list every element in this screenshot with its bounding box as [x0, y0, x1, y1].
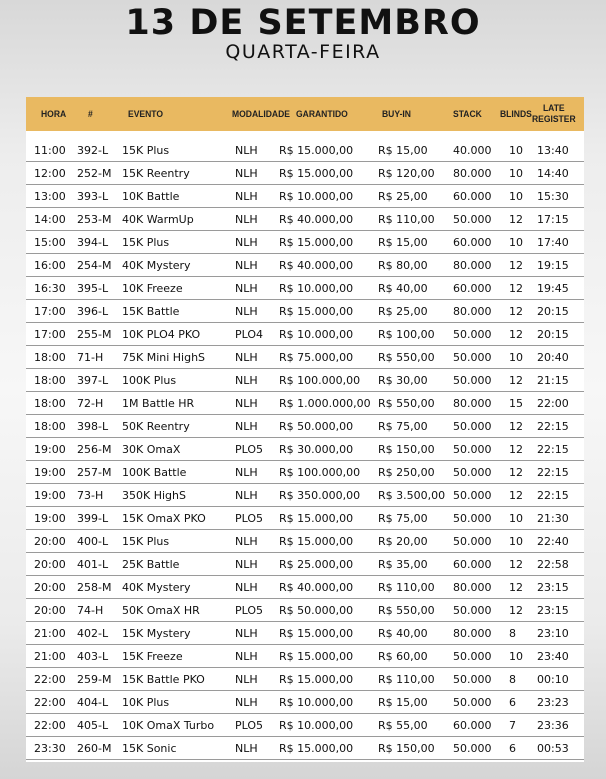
- cell-late-register: 21:15: [537, 374, 569, 387]
- cell-late-register: 22:15: [537, 489, 569, 502]
- cell-hora: 18:00: [34, 420, 66, 433]
- cell-hora: 12:00: [34, 167, 66, 180]
- cell-buy-in: R$ 110,00: [378, 673, 435, 686]
- cell-evento: 10K OmaX Turbo: [122, 719, 215, 732]
- cell-number: 260-M: [77, 742, 112, 755]
- cell-late-register: 22:15: [537, 466, 569, 479]
- cell-modalidade: NLH: [235, 627, 258, 640]
- cell-stack: 50.000: [453, 512, 492, 525]
- cell-buy-in: R$ 15,00: [378, 696, 428, 709]
- cell-garantido: R$ 10.000,00: [279, 282, 354, 295]
- cell-hora: 13:00: [34, 190, 66, 203]
- cell-hora: 16:30: [34, 282, 66, 295]
- cell-late-register: 23:23: [537, 696, 569, 709]
- cell-blinds: 12: [509, 259, 523, 272]
- cell-number: 401-L: [77, 558, 109, 571]
- cell-evento: 10K PLO4 PKO: [122, 328, 201, 341]
- cell-number: 258-M: [77, 581, 112, 594]
- cell-garantido: R$ 15.000,00: [279, 650, 354, 663]
- cell-buy-in: R$ 25,00: [378, 190, 428, 203]
- cell-modalidade: NLH: [235, 466, 258, 479]
- cell-modalidade: PLO5: [235, 719, 264, 732]
- cell-number: 394-L: [77, 236, 109, 249]
- table-row: [26, 553, 584, 576]
- cell-garantido: R$ 1.000.000,00: [279, 397, 371, 410]
- cell-buy-in: R$ 110,00: [378, 213, 435, 226]
- cell-hora: 15:00: [34, 236, 66, 249]
- cell-number: 74-H: [77, 604, 104, 617]
- header-hora: HORA: [41, 108, 67, 120]
- cell-modalidade: NLH: [235, 282, 258, 295]
- cell-modalidade: PLO5: [235, 604, 264, 617]
- table-row: [26, 392, 584, 415]
- cell-blinds: 10: [509, 236, 523, 249]
- cell-late-register: 23:10: [537, 627, 569, 640]
- cell-stack: 60.000: [453, 282, 492, 295]
- cell-stack: 80.000: [453, 167, 492, 180]
- schedule-table: [26, 97, 584, 762]
- cell-evento: 350K HighS: [122, 489, 186, 502]
- cell-hora: 14:00: [34, 213, 66, 226]
- cell-hora: 20:00: [34, 558, 66, 571]
- cell-garantido: R$ 15.000,00: [279, 236, 354, 249]
- cell-modalidade: NLH: [235, 650, 258, 663]
- cell-number: 393-L: [77, 190, 109, 203]
- cell-modalidade: NLH: [235, 535, 258, 548]
- cell-buy-in: R$ 150,00: [378, 742, 435, 755]
- cell-evento: 40K Mystery: [122, 581, 191, 594]
- cell-evento: 40K Mystery: [122, 259, 191, 272]
- cell-hora: 19:00: [34, 466, 66, 479]
- cell-stack: 50.000: [453, 489, 492, 502]
- cell-blinds: 12: [509, 604, 523, 617]
- cell-garantido: R$ 50.000,00: [279, 420, 354, 433]
- table-row: [26, 300, 584, 323]
- table-row: [26, 162, 584, 185]
- table-row: [26, 691, 584, 714]
- header-late-register: LATE REGISTER: [531, 103, 576, 125]
- cell-hora: 18:00: [34, 397, 66, 410]
- cell-evento: 15K Plus: [122, 236, 170, 249]
- cell-blinds: 10: [509, 144, 523, 157]
- cell-hora: 17:00: [34, 328, 66, 341]
- cell-evento: 15K Plus: [122, 144, 170, 157]
- cell-garantido: R$ 50.000,00: [279, 604, 354, 617]
- cell-blinds: 12: [509, 305, 523, 318]
- cell-hora: 16:00: [34, 259, 66, 272]
- cell-buy-in: R$ 75,00: [378, 512, 428, 525]
- cell-blinds: 10: [509, 535, 523, 548]
- cell-number: 73-H: [77, 489, 104, 502]
- cell-late-register: 22:00: [537, 397, 569, 410]
- cell-late-register: 15:30: [537, 190, 569, 203]
- cell-late-register: 23:15: [537, 581, 569, 594]
- table-row: [26, 622, 584, 645]
- cell-late-register: 20:40: [537, 351, 569, 364]
- table-body: [26, 139, 584, 760]
- cell-hora: 17:00: [34, 305, 66, 318]
- cell-evento: 15K Mystery: [122, 627, 191, 640]
- cell-hora: 22:00: [34, 696, 66, 709]
- cell-evento: 30K OmaX: [122, 443, 181, 456]
- table-row: [26, 231, 584, 254]
- cell-number: 405-L: [77, 719, 109, 732]
- cell-late-register: 22:40: [537, 535, 569, 548]
- cell-blinds: 12: [509, 213, 523, 226]
- cell-modalidade: NLH: [235, 742, 258, 755]
- table-row: [26, 254, 584, 277]
- cell-modalidade: NLH: [235, 489, 258, 502]
- cell-garantido: R$ 10.000,00: [279, 696, 354, 709]
- cell-buy-in: R$ 3.500,00: [378, 489, 446, 502]
- cell-buy-in: R$ 60,00: [378, 650, 428, 663]
- cell-number: 259-M: [77, 673, 112, 686]
- cell-late-register: 14:40: [537, 167, 569, 180]
- cell-hora: 20:00: [34, 581, 66, 594]
- cell-evento: 50K OmaX HR: [122, 604, 200, 617]
- cell-modalidade: PLO4: [235, 328, 264, 341]
- cell-garantido: R$ 10.000,00: [279, 328, 354, 341]
- cell-modalidade: NLH: [235, 581, 258, 594]
- cell-blinds: 7: [509, 719, 516, 732]
- cell-garantido: R$ 15.000,00: [279, 535, 354, 548]
- cell-blinds: 8: [509, 673, 516, 686]
- cell-garantido: R$ 15.000,00: [279, 305, 354, 318]
- cell-late-register: 17:40: [537, 236, 569, 249]
- cell-evento: 15K Freeze: [122, 650, 183, 663]
- cell-evento: 15K OmaX PKO: [122, 512, 206, 525]
- cell-modalidade: NLH: [235, 190, 258, 203]
- cell-late-register: 13:40: [537, 144, 569, 157]
- table-row: [26, 323, 584, 346]
- cell-buy-in: R$ 35,00: [378, 558, 428, 571]
- cell-buy-in: R$ 100,00: [378, 328, 435, 341]
- table-row: [26, 507, 584, 530]
- cell-modalidade: NLH: [235, 673, 258, 686]
- cell-garantido: R$ 15.000,00: [279, 742, 354, 755]
- cell-late-register: 19:45: [537, 282, 569, 295]
- cell-buy-in: R$ 250,00: [378, 466, 435, 479]
- page-title: 13 DE SETEMBRO: [125, 3, 481, 43]
- page-subtitle: QUARTA-FEIRA: [225, 41, 381, 63]
- cell-late-register: 23:36: [537, 719, 569, 732]
- table-row: [26, 369, 584, 392]
- cell-hora: 19:00: [34, 443, 66, 456]
- cell-late-register: 00:10: [537, 673, 569, 686]
- cell-buy-in: R$ 150,00: [378, 443, 435, 456]
- cell-number: 396-L: [77, 305, 109, 318]
- cell-evento: 25K Battle: [122, 558, 180, 571]
- cell-hora: 20:00: [34, 604, 66, 617]
- cell-evento: 100K Plus: [122, 374, 177, 387]
- table-row: [26, 185, 584, 208]
- cell-hora: 21:00: [34, 650, 66, 663]
- cell-stack: 50.000: [453, 696, 492, 709]
- table-row: [26, 277, 584, 300]
- cell-evento: 100K Battle: [122, 466, 187, 479]
- cell-late-register: 21:30: [537, 512, 569, 525]
- cell-late-register: 17:15: [537, 213, 569, 226]
- cell-modalidade: NLH: [235, 696, 258, 709]
- cell-hora: 23:30: [34, 742, 66, 755]
- cell-garantido: R$ 10.000,00: [279, 719, 354, 732]
- table-header: [26, 97, 584, 131]
- cell-stack: 50.000: [453, 535, 492, 548]
- cell-modalidade: NLH: [235, 351, 258, 364]
- cell-evento: 15K Plus: [122, 535, 170, 548]
- cell-number: 400-L: [77, 535, 109, 548]
- cell-buy-in: R$ 110,00: [378, 581, 435, 594]
- cell-late-register: 23:40: [537, 650, 569, 663]
- cell-buy-in: R$ 20,00: [378, 535, 428, 548]
- cell-modalidade: NLH: [235, 558, 258, 571]
- cell-number: 403-L: [77, 650, 109, 663]
- header-number: #: [88, 108, 93, 120]
- cell-stack: 50.000: [453, 466, 492, 479]
- cell-blinds: 10: [509, 190, 523, 203]
- cell-number: 402-L: [77, 627, 109, 640]
- cell-modalidade: NLH: [235, 305, 258, 318]
- cell-number: 257-M: [77, 466, 112, 479]
- cell-garantido: R$ 100.000,00: [279, 374, 361, 387]
- cell-garantido: R$ 350.000,00: [279, 489, 361, 502]
- cell-late-register: 22:15: [537, 443, 569, 456]
- cell-garantido: R$ 75.000,00: [279, 351, 354, 364]
- cell-modalidade: NLH: [235, 397, 258, 410]
- cell-buy-in: R$ 120,00: [378, 167, 435, 180]
- cell-buy-in: R$ 75,00: [378, 420, 428, 433]
- cell-stack: 50.000: [453, 742, 492, 755]
- header-buy-in: BUY-IN: [382, 108, 411, 120]
- cell-buy-in: R$ 15,00: [378, 144, 428, 157]
- cell-blinds: 12: [509, 581, 523, 594]
- cell-modalidade: PLO5: [235, 443, 264, 456]
- cell-modalidade: NLH: [235, 374, 258, 387]
- cell-blinds: 10: [509, 512, 523, 525]
- cell-hora: 19:00: [34, 489, 66, 502]
- cell-stack: 60.000: [453, 190, 492, 203]
- cell-number: 254-M: [77, 259, 112, 272]
- cell-late-register: 19:15: [537, 259, 569, 272]
- cell-garantido: R$ 15.000,00: [279, 512, 354, 525]
- cell-garantido: R$ 10.000,00: [279, 190, 354, 203]
- cell-blinds: 12: [509, 328, 523, 341]
- cell-stack: 50.000: [453, 604, 492, 617]
- cell-evento: 40K WarmUp: [122, 213, 194, 226]
- cell-stack: 60.000: [453, 236, 492, 249]
- cell-hora: 20:00: [34, 535, 66, 548]
- cell-hora: 18:00: [34, 351, 66, 364]
- table-row: [26, 484, 584, 507]
- cell-buy-in: R$ 550,00: [378, 604, 435, 617]
- cell-evento: 75K Mini HighS: [122, 351, 206, 364]
- cell-evento: 15K Battle PKO: [122, 673, 205, 686]
- cell-garantido: R$ 15.000,00: [279, 673, 354, 686]
- cell-buy-in: R$ 550,00: [378, 351, 435, 364]
- cell-evento: 15K Battle: [122, 305, 180, 318]
- cell-stack: 80.000: [453, 397, 492, 410]
- cell-stack: 40.000: [453, 144, 492, 157]
- cell-garantido: R$ 100.000,00: [279, 466, 361, 479]
- table-row: [26, 668, 584, 691]
- table-row: [26, 461, 584, 484]
- cell-stack: 60.000: [453, 558, 492, 571]
- cell-stack: 80.000: [453, 305, 492, 318]
- cell-blinds: 10: [509, 351, 523, 364]
- cell-blinds: 12: [509, 466, 523, 479]
- header-blinds: BLINDS: [500, 108, 532, 120]
- cell-buy-in: R$ 25,00: [378, 305, 428, 318]
- cell-modalidade: NLH: [235, 259, 258, 272]
- cell-hora: 21:00: [34, 627, 66, 640]
- cell-modalidade: NLH: [235, 144, 258, 157]
- cell-number: 392-L: [77, 144, 109, 157]
- cell-number: 398-L: [77, 420, 109, 433]
- cell-blinds: 10: [509, 167, 523, 180]
- table-row: [26, 599, 584, 622]
- cell-stack: 50.000: [453, 328, 492, 341]
- cell-hora: 19:00: [34, 512, 66, 525]
- table-row: [26, 346, 584, 369]
- cell-stack: 50.000: [453, 351, 492, 364]
- cell-stack: 50.000: [453, 443, 492, 456]
- table-row: [26, 737, 584, 760]
- table-row: [26, 576, 584, 599]
- cell-garantido: R$ 15.000,00: [279, 167, 354, 180]
- cell-garantido: R$ 15.000,00: [279, 627, 354, 640]
- cell-stack: 50.000: [453, 374, 492, 387]
- cell-number: 71-H: [77, 351, 104, 364]
- cell-number: 253-M: [77, 213, 112, 226]
- cell-garantido: R$ 15.000,00: [279, 144, 354, 157]
- cell-modalidade: NLH: [235, 236, 258, 249]
- cell-modalidade: NLH: [235, 213, 258, 226]
- table-row: [26, 438, 584, 461]
- cell-blinds: 10: [509, 650, 523, 663]
- cell-late-register: 22:15: [537, 420, 569, 433]
- cell-blinds: 6: [509, 742, 516, 755]
- cell-buy-in: R$ 30,00: [378, 374, 428, 387]
- cell-hora: 22:00: [34, 719, 66, 732]
- cell-blinds: 12: [509, 443, 523, 456]
- table-row: [26, 139, 584, 162]
- cell-stack: 60.000: [453, 719, 492, 732]
- cell-blinds: 8: [509, 627, 516, 640]
- cell-garantido: R$ 25.000,00: [279, 558, 354, 571]
- header-evento: EVENTO: [128, 108, 164, 120]
- cell-buy-in: R$ 15,00: [378, 236, 428, 249]
- cell-number: 252-M: [77, 167, 112, 180]
- cell-late-register: 00:53: [537, 742, 569, 755]
- header-modalidade: MODALIDADE: [232, 108, 290, 120]
- cell-buy-in: R$ 40,00: [378, 627, 428, 640]
- cell-blinds: 12: [509, 420, 523, 433]
- cell-modalidade: NLH: [235, 420, 258, 433]
- cell-blinds: 12: [509, 558, 523, 571]
- cell-stack: 50.000: [453, 650, 492, 663]
- cell-stack: 80.000: [453, 259, 492, 272]
- cell-late-register: 22:58: [537, 558, 569, 571]
- cell-blinds: 12: [509, 282, 523, 295]
- cell-stack: 50.000: [453, 213, 492, 226]
- cell-evento: 10K Freeze: [122, 282, 183, 295]
- cell-stack: 50.000: [453, 673, 492, 686]
- cell-evento: 10K Battle: [122, 190, 180, 203]
- cell-number: 256-M: [77, 443, 112, 456]
- table-row: [26, 714, 584, 737]
- cell-evento: 10K Plus: [122, 696, 170, 709]
- cell-blinds: 15: [509, 397, 523, 410]
- table-row: [26, 530, 584, 553]
- cell-number: 399-L: [77, 512, 109, 525]
- cell-number: 404-L: [77, 696, 109, 709]
- cell-evento: 15K Sonic: [122, 742, 177, 755]
- table-row: [26, 415, 584, 438]
- cell-garantido: R$ 40.000,00: [279, 213, 354, 226]
- cell-blinds: 12: [509, 489, 523, 502]
- cell-late-register: 20:15: [537, 328, 569, 341]
- cell-hora: 18:00: [34, 374, 66, 387]
- header-stack: STACK: [453, 108, 482, 120]
- cell-evento: 50K Reentry: [122, 420, 190, 433]
- cell-evento: 1M Battle HR: [122, 397, 195, 410]
- table-row: [26, 208, 584, 231]
- cell-stack: 80.000: [453, 581, 492, 594]
- cell-late-register: 23:15: [537, 604, 569, 617]
- cell-stack: 80.000: [453, 627, 492, 640]
- cell-stack: 50.000: [453, 420, 492, 433]
- cell-number: 255-M: [77, 328, 112, 341]
- cell-evento: 15K Reentry: [122, 167, 190, 180]
- cell-late-register: 20:15: [537, 305, 569, 318]
- cell-number: 395-L: [77, 282, 109, 295]
- table-row: [26, 645, 584, 668]
- cell-modalidade: NLH: [235, 167, 258, 180]
- cell-garantido: R$ 40.000,00: [279, 581, 354, 594]
- cell-buy-in: R$ 55,00: [378, 719, 428, 732]
- cell-garantido: R$ 40.000,00: [279, 259, 354, 272]
- cell-number: 72-H: [77, 397, 104, 410]
- cell-modalidade: PLO5: [235, 512, 264, 525]
- cell-blinds: 6: [509, 696, 516, 709]
- cell-hora: 22:00: [34, 673, 66, 686]
- cell-garantido: R$ 30.000,00: [279, 443, 354, 456]
- cell-blinds: 12: [509, 374, 523, 387]
- cell-buy-in: R$ 80,00: [378, 259, 428, 272]
- cell-hora: 11:00: [34, 144, 66, 157]
- cell-buy-in: R$ 550,00: [378, 397, 435, 410]
- cell-buy-in: R$ 40,00: [378, 282, 428, 295]
- header-garantido: GARANTIDO: [296, 108, 348, 120]
- cell-number: 397-L: [77, 374, 109, 387]
